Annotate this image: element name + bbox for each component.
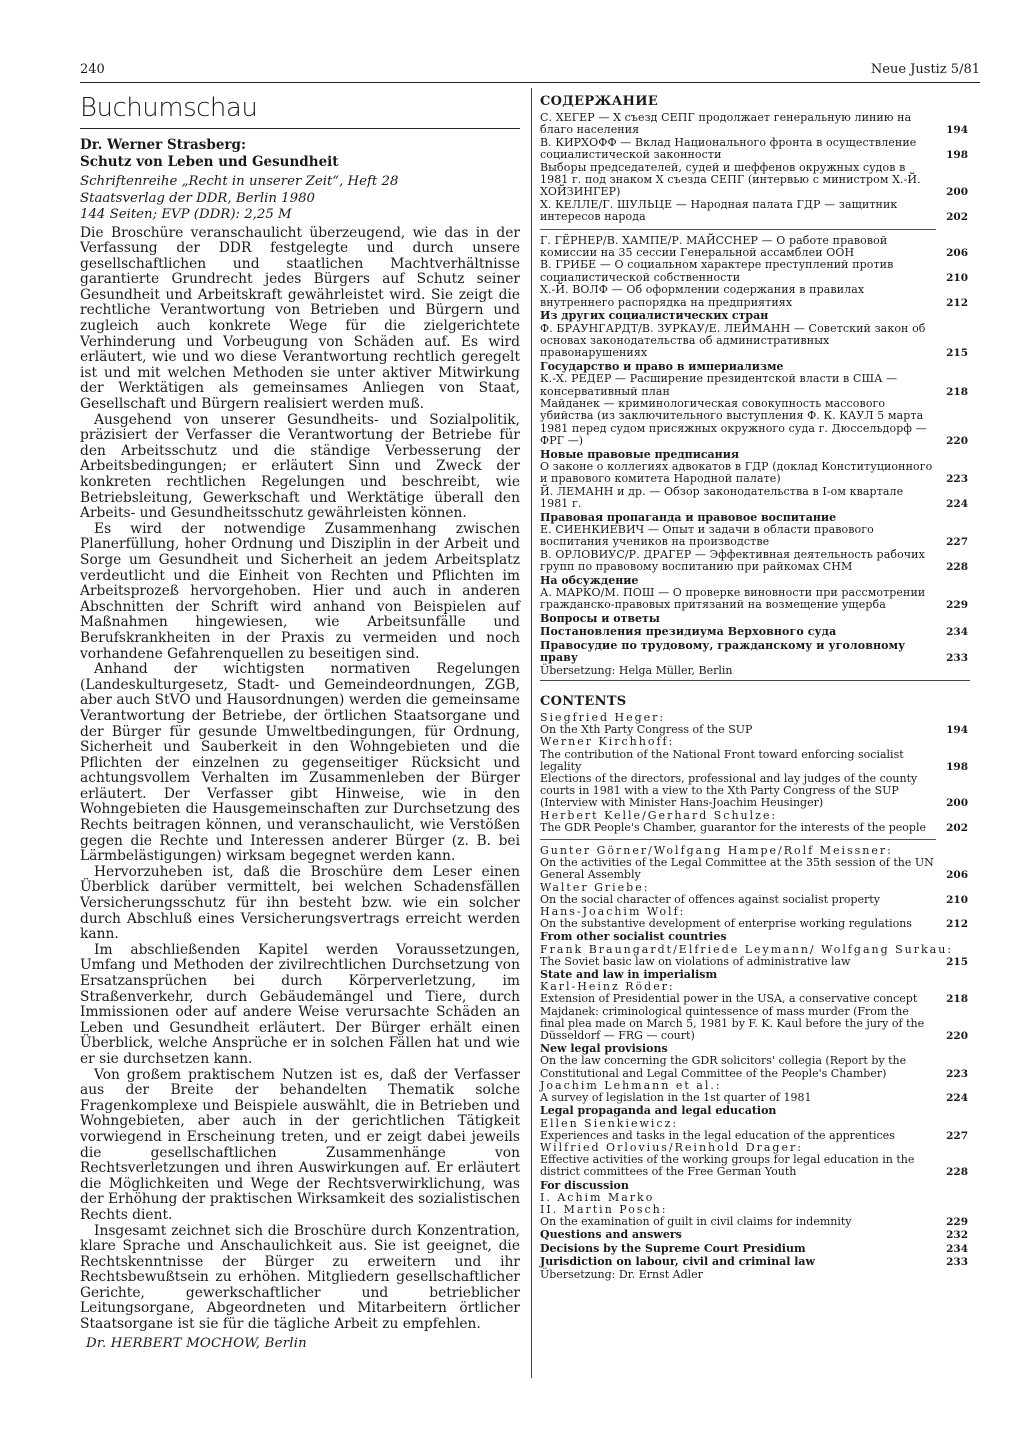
- book-details: 144 Seiten; EVP (DDR): 2,25 M: [80, 207, 292, 222]
- toc-entry: В. ГРИБЕ — О социальном характере преступлений против социалистической собственности 210: [540, 258, 968, 284]
- column-divider: [531, 88, 532, 1378]
- header-rule: [80, 82, 980, 83]
- toc-entry: Ф. БРАУНГАРДТ/В. ЗУРКАУ/Е. ЛЕЙМАНН — Советский закон об основах законодательства об административных правонарушениях 215: [540, 321, 968, 360]
- toc-entry: The Soviet basic law on violations of administrative law 215: [540, 954, 968, 968]
- toc-subheading: Legal propaganda and legal education: [540, 1104, 777, 1118]
- toc-list-ru: [540, 112, 970, 678]
- review-paragraph: Die Broschüre veranschaulicht überzeugend, wie das in der Verfassung der DDR festgelegte und durch unsere gesellschaftlichen und staatlichen Machtverhältnisse garantierte Grundrecht jedes Bürgers auf Schutz seiner Gesundheit und Arbeitskraft gewährleistet wird. Sie zeigt die rechtliche Verantwortung von Betrieben und Bürgern und zugleich auch konkrete Wege für die zielgerichtete Verhinderung und Vorbeugung von Schäden auf. Es wird erläutert, wie und wo diese Verantwortung rechtlich geregelt ist und mit welchen Methoden sie unter aktiver Mitwirkung der Werktätigen als gemeinsames Anliegen von Staat, Gesellschaft und Bürgern realisiert werden muß.: [80, 224, 520, 413]
- toc-entry: Jurisdiction on labour, civil and criminal law 233: [540, 1254, 968, 1268]
- toc-entry: Г. ГЁРНЕР/В. ХАМПЕ/Р. МАЙССНЕР — О работе правовой комиссии на 35 сессии Генеральной ассамблеи ООН 206: [540, 233, 968, 260]
- toc-page: 223: [946, 473, 968, 486]
- toc-subheading: Из других социалистических стран: [540, 309, 769, 323]
- toc-page: 218: [946, 993, 968, 1006]
- toc-entry: Questions and answers 232: [540, 1228, 968, 1242]
- toc-separator: [540, 839, 936, 840]
- review-paragraph: Hervorzuheben ist, daß die Broschüre dem Leser einen Überblick darüber vermittelt, bei welchen Schadensfällen Versicherungsschutz für ihn besteht bzw. wie ein solcher durch Abschluß eines Versicherungsvertrags erreicht werden kann.: [80, 863, 520, 943]
- toc-author: Siegfried Heger:: [540, 711, 666, 724]
- toc-page: 224: [946, 1092, 968, 1105]
- toc-entry: Правосудие по трудовому, гражданскому и уголовному праву 233: [540, 638, 968, 665]
- toc-entry: Выборы председателей, судей и шеффенов окружных судов в 1981 г. под знаком X съезда СЕПГ (интервью с министром Х.-Й. ХОЙЗИНГЕР) 200: [540, 160, 968, 199]
- toc-entry: On the substantive development of enterprise working regulations 212: [540, 917, 968, 931]
- toc-entry: Й. ЛЕМАНН и др. — Обзор законодательства в I-ом квартале 1981 г. 224: [540, 484, 968, 511]
- toc-entry: On the law concerning the GDR solicitors' collegia (Report by the Constitutional and Legal Committee of the People's Chamber) 223: [540, 1054, 968, 1080]
- toc-subheading: Вопросы и ответы: [540, 611, 660, 625]
- toc-page: 223: [946, 1067, 968, 1080]
- journal-issue: Neue Justiz 5/81: [870, 62, 980, 77]
- toc-author: Joachim Lehmann et al.:: [540, 1078, 722, 1092]
- toc-page: 227: [946, 536, 968, 549]
- toc-subheading: New legal provisions: [540, 1042, 668, 1056]
- toc-entry: В. КИРХОФФ — Вклад Национального фронта в осуществление социалистической законности 198: [540, 135, 968, 162]
- toc-page: 218: [946, 385, 968, 398]
- toc-entry: Х.-Й. ВОЛФ — Об оформлении содержания в правилах внутреннего распорядка на предприятиях 212: [540, 283, 968, 309]
- toc-entry: X. КЕЛЛЕ/Г. ШУЛЬЦЕ — Народная палата ГДР — защитник интересов народа 202: [540, 197, 968, 224]
- toc-entry: Experiences and tasks in the legal education of the apprentices 227: [540, 1128, 968, 1142]
- toc-author: Gunter Görner/Wolfgang Hampe/Rolf Meissner:: [540, 844, 893, 858]
- contents-english: [540, 694, 970, 1281]
- toc-subheading: For discussion: [540, 1178, 629, 1192]
- toc-page: 228: [946, 1166, 968, 1179]
- review-paragraph: Insgesamt zeichnet sich die Broschüre durch Konzentration, klare Sprache und Anschaulichkeit aus. Sie ist geeignet, die Rechtskenntnisse der Bürger zu erweitern und ihr Rechtsbewußtsein zu erhöhen. Mitgliedern gesellschaftlicher Gerichte, gewerkschaftlicher und betrieblicher Leitungsorgane, Abgeordneten und Mitarbeitern örtlicher Staatsorgane ist sie für die tägliche Arbeit zu empfehlen.: [80, 1222, 520, 1333]
- toc-entry: Extension of Presidential power in the USA, a conservative concept 218: [540, 992, 968, 1006]
- page-header: [80, 62, 980, 80]
- toc-page: 233: [946, 652, 968, 665]
- toc-page: 210: [946, 271, 968, 284]
- toc-entry: Elections of the directors, professional and lay judges of the county courts in 1981 with a view to the Xth Party Congress of the SUP (Interview with Minister Hans-Joachim Heusinger) 200: [540, 772, 968, 810]
- toc-entry: A survey of legislation in the 1st quarter of 1981 224: [540, 1091, 968, 1105]
- toc-page: 200: [946, 186, 968, 199]
- toc-page: 202: [946, 821, 968, 834]
- toc-author: I. Achim Marko: [540, 1190, 655, 1204]
- translator-credit: Übersetzung: Helga Müller, Berlin: [540, 664, 733, 678]
- toc-page: 206: [946, 869, 968, 882]
- toc-page: 198: [946, 149, 968, 162]
- toc-page: 227: [946, 1129, 968, 1142]
- toc-entry: С. ХЕГЕР — X съезд СЕПГ продолжает генеральную линию на благо населения 194: [540, 111, 968, 137]
- review-paragraph: Im abschließenden Kapitel werden Voraussetzungen, Umfang und Methoden der zivilrechtlichen Durchsetzung von Ersatzansprüchen bei durch Körperverletzung, im Straßenverkehr, durch Gebäudemängel und Tiere, durch Immissionen oder auf andere Weise verursachte Schäden an Leben und Gesundheit erläutert. Der Bürger erhält einen Überblick, welche Ansprüche er in solchen Fällen hat und wie er sie durchsetzen kann.: [80, 941, 520, 1067]
- toc-page: 229: [946, 1216, 968, 1229]
- toc-entry: К.-Х. РЕДЕР — Расширение президентской власти в США — консервативный план 218: [540, 372, 968, 398]
- toc-entry: Майданек — криминологическая совокупность массового убийства (из заключительного выступления Ф. К. КАУЛ 5 марта 1981 перед судом присяжных окружного суда г. Дюссельдорф — ФРГ —) 220: [540, 396, 968, 448]
- toc-entry: On the examination of guilt in civil claims for indemnity 229: [540, 1215, 968, 1229]
- toc-page: 220: [946, 1030, 968, 1043]
- toc-page: 220: [946, 435, 968, 448]
- toc-author: II. Martin Posch:: [540, 1202, 668, 1216]
- toc-page: 212: [946, 296, 968, 309]
- review-paragraph: Von großem praktischem Nutzen ist es, daß der Verfasser aus der Breite der behandelten Thematik solche Fragenkomplexe und Beispiele auswählt, die in Betrieben und Wohngebieten, aber auch in der gerichtlichen Tätigkeit vorwiegend in Erscheinung treten, und er zeigt dabei jeweils die gesellschaftlichen Zusammenhänge von Rechtsverletzungen und ihren Auswirkungen auf. Er erläutert die Möglichkeiten und Wege der Rechtsverwirklichung, was der Erhöhung der praktischen Wirksamkeit des sozialistischen Rechts dient.: [80, 1066, 520, 1223]
- toc-subheading: Государство и право в империализме: [540, 359, 784, 373]
- toc-page: 198: [946, 760, 968, 773]
- toc-entry: О законе о коллегиях адвокатов в ГДР (доклад Конституционного и правового комитета Народной палате) 223: [540, 459, 968, 486]
- toc-entry: Decisions by the Supreme Court Presidium 234: [540, 1241, 968, 1255]
- review-text: [80, 226, 520, 1333]
- toc-page: 229: [946, 599, 968, 612]
- toc-subheading: Правовая пропаганда и правовое воспитание: [540, 510, 837, 524]
- section-title: Buchumschau: [80, 93, 258, 123]
- toc-entry: The contribution of the National Front toward enforcing socialist legality 198: [540, 747, 968, 773]
- toc-entry: Majdanek: criminological quintessence of mass murder (From the final plea made on March 5, 1981 by F. K. Kaul before the jury of the Düsseldorf — FRG — court) 220: [540, 1004, 968, 1043]
- toc-entry: Effective activities of the working groups for legal education in the district committees of the Free German Youth 228: [540, 1153, 968, 1179]
- book-review: [80, 92, 520, 1351]
- translator-credit: Übersetzung: Dr. Ernst Adler: [540, 1267, 703, 1281]
- toc-entry: On the activities of the Legal Committee at the 35th session of the UN General Assembly 206: [540, 856, 968, 882]
- toc-page: 215: [946, 347, 968, 360]
- toc-page: 194: [946, 124, 968, 137]
- toc-entry: Постановления президиума Верховного суда 234: [540, 625, 968, 639]
- toc-subheading: From other socialist countries: [540, 930, 727, 944]
- review-paragraph: Anhand der wichtigsten normativen Regelungen (Landeskulturgesetz, Stadt- und Gemeindeordnungen, ZGB, aber auch StVO und Hausordnungen) werden die gemeinsame Verantwortung der Betriebe, der örtlichen Staatsorgane und der Bürger für gesunde Umweltbedingungen, für Ordnung, Sicherheit und Sauberkeit in den Wohngebieten und die Pflichten der einzelnen zu gegenseitiger Rücksicht und achtungsvollem Verhalten im Zusammenleben der Bürger erläutert. Der Verfasser gibt Hinweise, wie in den Wohngebieten die Hausgemeinschaften zur Durchsetzung des Rechts beitragen können, und veranschaulicht, wie Verstößen gegen die Rechte und Interessen anderer Bürger (z. B. bei Lärmbelästigungen) wirksam begegnet werden kann.: [80, 661, 520, 865]
- book-title: Schutz von Leben und Gesundheit: [80, 154, 339, 170]
- book-series: Schriftenreihe „Recht in unserer Zeit“, Heft 28: [80, 174, 399, 189]
- toc-page: 224: [946, 498, 968, 511]
- toc-entry: On the social character of offences against socialist property 210: [540, 892, 968, 906]
- toc-page: 228: [946, 561, 968, 574]
- toc-page: 212: [946, 918, 968, 931]
- toc-page: 206: [946, 247, 968, 260]
- toc-page: 202: [946, 211, 968, 224]
- toc-page: 232: [946, 1229, 968, 1242]
- toc-page: 234: [946, 1242, 968, 1255]
- toc-page: 194: [946, 724, 968, 737]
- toc-author: Karl-Heinz Röder:: [540, 980, 675, 994]
- toc-subheading: Новые правовые предписания: [540, 447, 740, 461]
- toc-entry: Е. СИЕНКИЕВИЧ — Опыт и задачи в области правового воспитания учеников на производстве 227: [540, 523, 968, 549]
- toc-entry: В. ОРЛОВИУС/Р. ДРАГЕР — Эффективная деятельность рабочих групп по правовому воспитанию при райкомах СНМ 228: [540, 547, 968, 574]
- toc-separator: [540, 229, 936, 230]
- toc-page: 215: [946, 955, 968, 968]
- toc-author: Hans-Joachim Wolf:: [540, 905, 686, 919]
- toc-entry: The GDR People's Chamber, guarantor for the interests of the people 202: [540, 820, 968, 834]
- toc-author: Ellen Sienkiewicz:: [540, 1116, 679, 1130]
- review-paragraph: Es wird der notwendige Zusammenhang zwischen Planerfüllung, hoher Ordnung und Disziplin in der Arbeit und Sorge um Gesundheit und Sicherheit an jedem Arbeitsplatz verdeutlicht und die Einheit von Rechten und Pflichten im Arbeitsprozeß hervorgehoben. Hier und auch in anderen Abschnitten der Schrift wird anhand von Beispielen auf Maßnahmen hingewiesen, wie Arbeitsunfälle und Berufskrankheiten in der Praxis zu vermeiden und noch vorhandene Gefahrenquellen zu beseitigen sind.: [80, 520, 520, 662]
- section-rule: [80, 128, 520, 129]
- book-author: Dr. Werner Strasberg:: [80, 137, 246, 153]
- toc-author: Herbert Kelle/Gerhard Schulze:: [540, 808, 778, 822]
- toc-author: Werner Kirchhoff:: [540, 735, 675, 749]
- toc-page: 200: [946, 797, 968, 810]
- toc-author: Wilfried Orlovius/Reinhold Drager:: [540, 1140, 803, 1154]
- contents-heading-ru: СОДЕРЖАНИЕ: [540, 94, 659, 109]
- toc-page: 234: [946, 626, 968, 639]
- toc-entry: On the Xth Party Congress of the SUP 194: [540, 723, 968, 737]
- toc-author: Walter Griebe:: [540, 880, 650, 894]
- book-publisher: Staatsverlag der DDR, Berlin 1980: [80, 190, 316, 206]
- contents-russian: [540, 94, 970, 678]
- page-number: 240: [80, 62, 105, 77]
- contents-rule: [540, 680, 970, 681]
- toc-subheading: State and law in imperialism: [540, 968, 718, 982]
- toc-page: 210: [946, 893, 968, 906]
- toc-entry: А. МАРКО/М. ПОШ — О проверке виновности при рассмотрении гражданско-правовых притязаний на возмещение ущерба 229: [540, 586, 968, 612]
- contents-heading-en: CONTENTS: [540, 694, 627, 709]
- toc-list-en: [540, 712, 970, 1281]
- review-signature: Dr. HERBERT MOCHOW, Berlin: [86, 1335, 307, 1351]
- toc-subheading: На обсуждение: [540, 573, 639, 587]
- toc-page: 233: [946, 1255, 968, 1268]
- review-paragraph: Ausgehend von unserer Gesundheits- und Sozialpolitik, präzisiert der Verfasser die Verantwortung der Betriebe für den Arbeitsschutz und die ständige Verbesserung der Arbeitsbedingungen; er erläutert Sinn und Zweck der konkreten rechtlichen Regelungen und beschreibt, wie Betriebsleitung, Gewerkschaft und Werktätige überall den Arbeits- und Gesundheitsschutz gewährleisten können.: [80, 411, 520, 522]
- toc-author: Frank Braungardt/Elfriede Leymann/ Wolfgang Surkau:: [540, 942, 954, 956]
